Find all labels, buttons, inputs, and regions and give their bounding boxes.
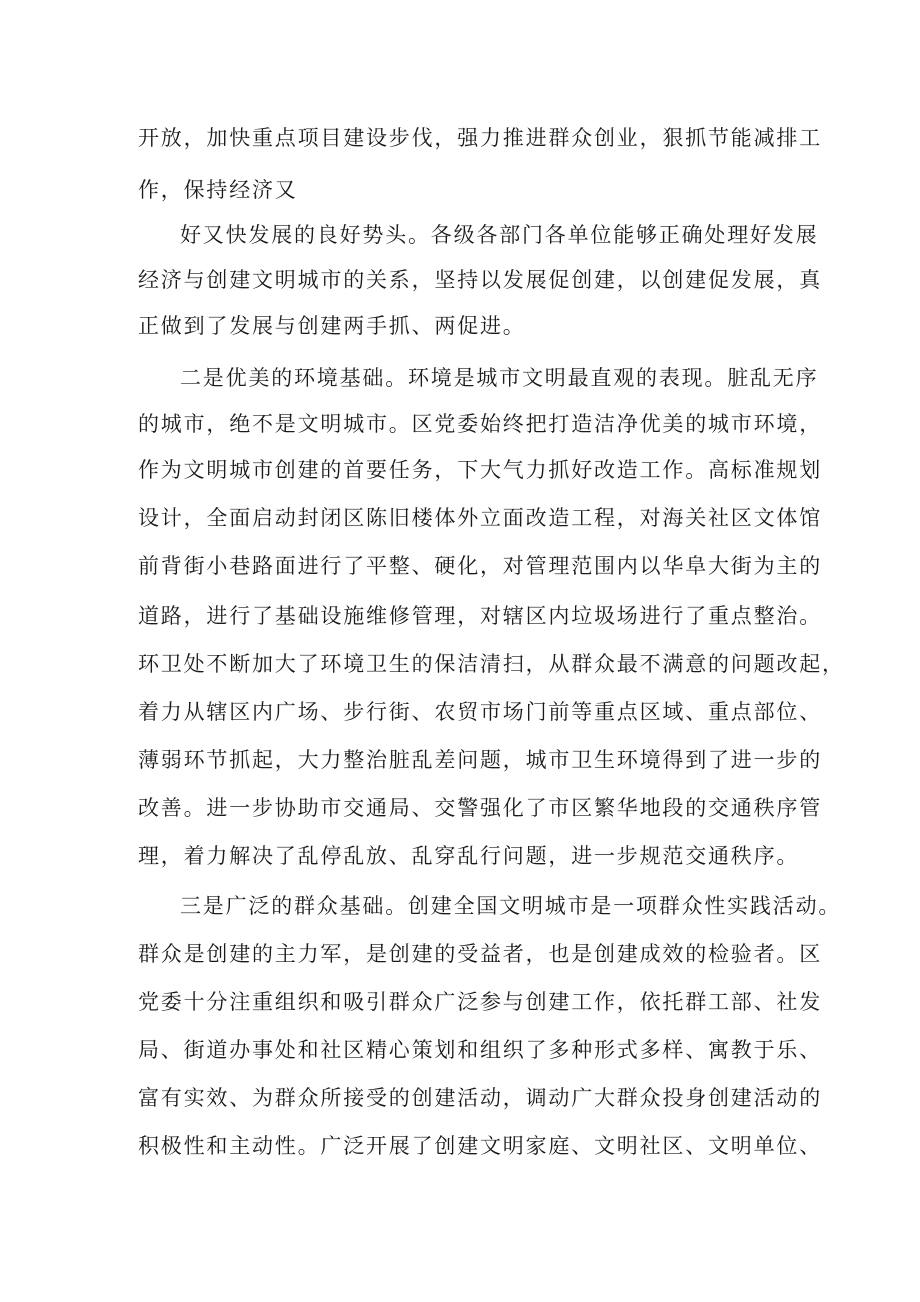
text-line: 开放，加快重点项目建设步伐，强力推进群众创业，狠抓节能减排工 [138, 126, 822, 150]
text-line: 群众是创建的主力军，是创建的受益者，也是创建成效的检验者。区 [138, 942, 822, 966]
text-line: 作，保持经济又 [138, 178, 298, 202]
text-line: 正做到了发展与创建两手抓、两促进。 [138, 314, 526, 338]
text-line: 改善。进一步协助市交通局、交警强化了市区繁华地段的交通秩序管 [138, 796, 822, 820]
text-line: 前背街小巷路面进行了平整、硬化，对管理范围内以华阜大街为主的 [138, 554, 822, 578]
text-line: 党委十分注重组织和吸引群众广泛参与创建工作，依托群工部、社发 [138, 990, 822, 1014]
text-line: 薄弱环节抓起，大力整治脏乱差问题，城市卫生环境得到了进一步的 [138, 748, 822, 772]
text-line: 设计，全面启动封闭区陈旧楼体外立面改造工程，对海关社区文体馆 [138, 506, 822, 530]
paragraph-first-line: 二是优美的环境基础。环境是城市文明最直观的表现。脏乱无序 [180, 366, 819, 390]
text-line: 道路，进行了基础设施维修管理，对辖区内垃圾场进行了重点整治。 [138, 604, 822, 628]
paragraph-first-line: 好又快发展的良好势头。各级各部门各单位能够正确处理好发展 [180, 223, 819, 247]
paragraph-first-line: 三是广泛的群众基础。创建全国文明城市是一项群众性实践活动。 [180, 894, 842, 918]
text-line: 作为文明城市创建的首要任务，下大气力抓好改造工作。高标准规划 [138, 458, 822, 482]
text-line: 的城市，绝不是文明城市。区党委始终把打造洁净优美的城市环境， [138, 412, 822, 436]
text-line: 着力从辖区内广场、步行街、农贸市场门前等重点区域、重点部位、 [138, 700, 822, 724]
text-line: 富有实效、为群众所接受的创建活动，调动广大群众投身创建活动的 [138, 1086, 822, 1110]
text-line: 经济与创建文明城市的关系，坚持以发展促创建，以创建促发展，真 [138, 268, 822, 292]
text-line: 理，着力解决了乱停乱放、乱穿乱行问题，进一步规范交通秩序。 [138, 844, 800, 868]
text-line: 环卫处不断加大了环境卫生的保洁清扫，从群众最不满意的问题改起， [138, 652, 845, 676]
text-line: 积极性和主动性。广泛开展了创建文明家庭、文明社区、文明单位、 [138, 1134, 822, 1158]
text-line: 局、街道办事处和社区精心策划和组织了多种形式多样、寓教于乐、 [138, 1038, 822, 1062]
